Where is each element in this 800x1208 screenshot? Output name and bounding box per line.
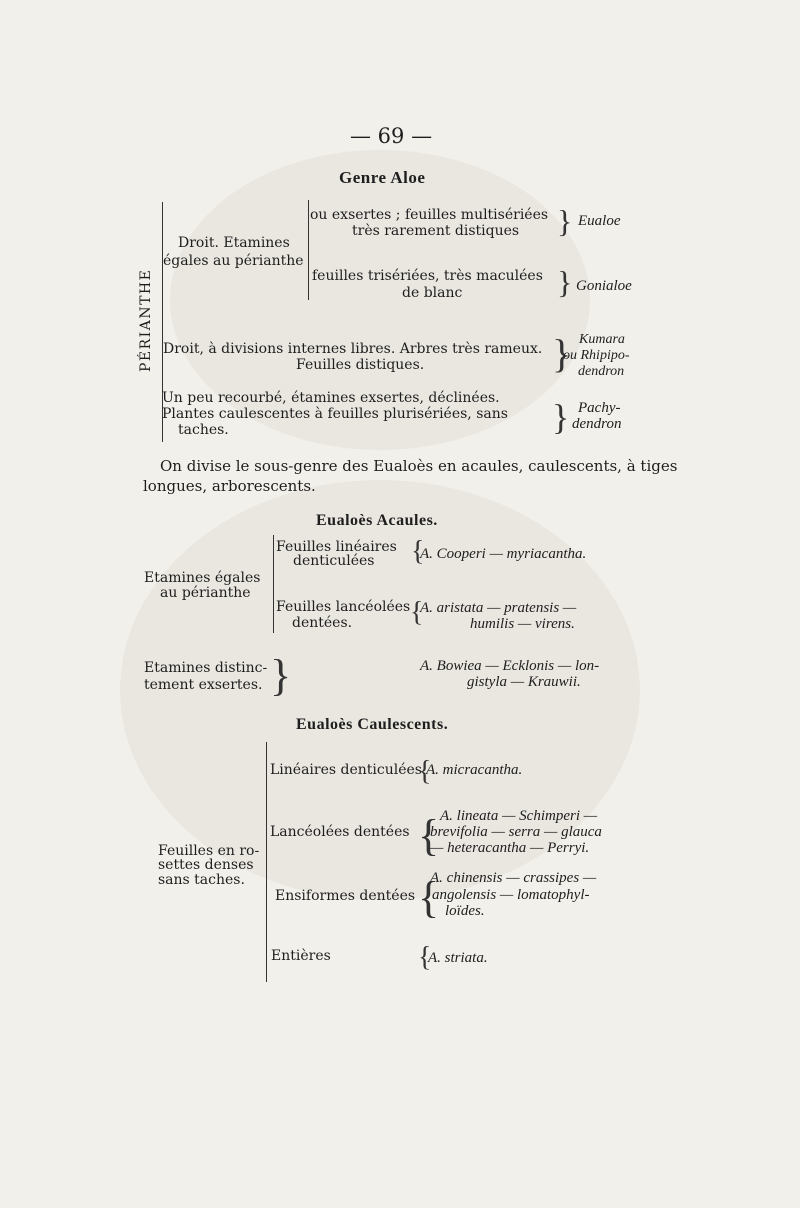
page-number: — 69 — [350, 124, 433, 148]
eualoe-label: Eualoe [578, 213, 621, 229]
chinensis-2: angolensis — lomatophyl- [432, 887, 590, 903]
brace: { [418, 873, 440, 922]
brace: { [411, 536, 425, 567]
bowiea-1: A. Bowiea — Ecklonis — lon- [420, 658, 600, 674]
lineaires-2: denticulées [293, 553, 375, 569]
exsertes-2: très rarement distiques [352, 223, 520, 239]
acaules-title: Eualoès Acaules. [316, 512, 438, 529]
lanceolees-2: dentées. [292, 615, 353, 631]
lineata-2: brevifolia — serra — glauca [430, 824, 602, 840]
distinctement-1: Etamines distinc- [144, 660, 268, 676]
brace: } [270, 651, 292, 700]
droit-divisions-2: Feuilles distiques. [296, 357, 425, 373]
feuilles-rosettes-1: Feuilles en ro- [158, 843, 260, 859]
paragraph-line-2: longues, arborescents. [143, 477, 316, 495]
lineaires-1: Feuilles linéaires [276, 539, 397, 555]
kumara-3: dendron [578, 364, 625, 379]
lineata-1: A. lineata — Schimperi — [440, 808, 598, 824]
pachy-2: dendron [572, 416, 622, 432]
brace: } [557, 203, 573, 239]
lanceolees-1: Feuilles lancéolées [276, 599, 411, 615]
droit-etamines-1: Droit. Etamines [178, 235, 290, 251]
brace: } [552, 397, 570, 437]
recourbe-2: Plantes caulescentes à feuilles plurisériées, sans [162, 406, 508, 422]
kumara-2: ou Rhipipo- [563, 348, 630, 363]
gonialoe-label: Gonialoe [576, 278, 632, 294]
brace: { [418, 942, 432, 973]
droit-etamines-2: égales au périanthe [163, 253, 304, 269]
lineaires-denticulees: Linéaires denticulées [270, 762, 422, 778]
brace: { [418, 811, 440, 860]
kumara-1: Kumara [579, 332, 625, 347]
recourbe-3: taches. [178, 422, 229, 438]
recourbe-1: Un peu recourbé, étamines exsertes, déclinées. [162, 390, 500, 406]
lanceolees-dentees: Lancéolées dentées [270, 824, 410, 840]
perianthe-label: PÉRIANTHE [138, 268, 154, 372]
brace: } [552, 331, 572, 376]
entieres: Entières [271, 948, 331, 964]
caulescents-title: Eualoès Caulescents. [296, 716, 449, 733]
chinensis-1: A. chinensis — crassipes — [430, 870, 597, 886]
bowiea-2: gistyla — Krauwii. [467, 674, 581, 690]
acaules-bracket [273, 535, 274, 633]
exsertes-1: ou exsertes ; feuilles multisériées [310, 207, 549, 223]
aristata-2: humilis — virens. [470, 616, 575, 632]
striata: A. striata. [428, 950, 488, 966]
etamines-egales-2: au périanthe [160, 585, 251, 601]
etamines-egales-1: Etamines égales [144, 570, 261, 586]
cooperi: A. Cooperi — myriacantha. [420, 546, 587, 562]
genus-title: Genre Aloe [339, 168, 426, 187]
droit-inner-bracket [308, 200, 309, 300]
triseriees-1: feuilles trisériées, très maculées [312, 268, 543, 284]
distinctement-2: tement exsertes. [144, 677, 263, 693]
feuilles-rosettes-3: sans taches. [158, 872, 245, 888]
caulescents-bracket [266, 742, 267, 982]
pachy-1: Pachy- [578, 400, 621, 416]
paragraph-line-1: On divise le sous-genre des Eualoès en acaules, caulescents, à tiges [160, 457, 678, 475]
brace: } [557, 264, 573, 300]
lineata-3: — heteracantha — Perryi. [430, 840, 590, 856]
chinensis-3: loïdes. [445, 903, 485, 919]
droit-divisions-1: Droit, à divisions internes libres. Arbres très rameux. [163, 341, 543, 357]
brace: { [418, 756, 432, 787]
triseriees-2: de blanc [402, 285, 463, 301]
brace: { [410, 597, 424, 628]
micracantha: A. micracantha. [426, 762, 523, 778]
feuilles-rosettes-2: settes denses [158, 857, 254, 873]
ensiformes-dentees: Ensiformes dentées [275, 888, 416, 904]
aristata-1: A. aristata — pratensis — [420, 600, 577, 616]
